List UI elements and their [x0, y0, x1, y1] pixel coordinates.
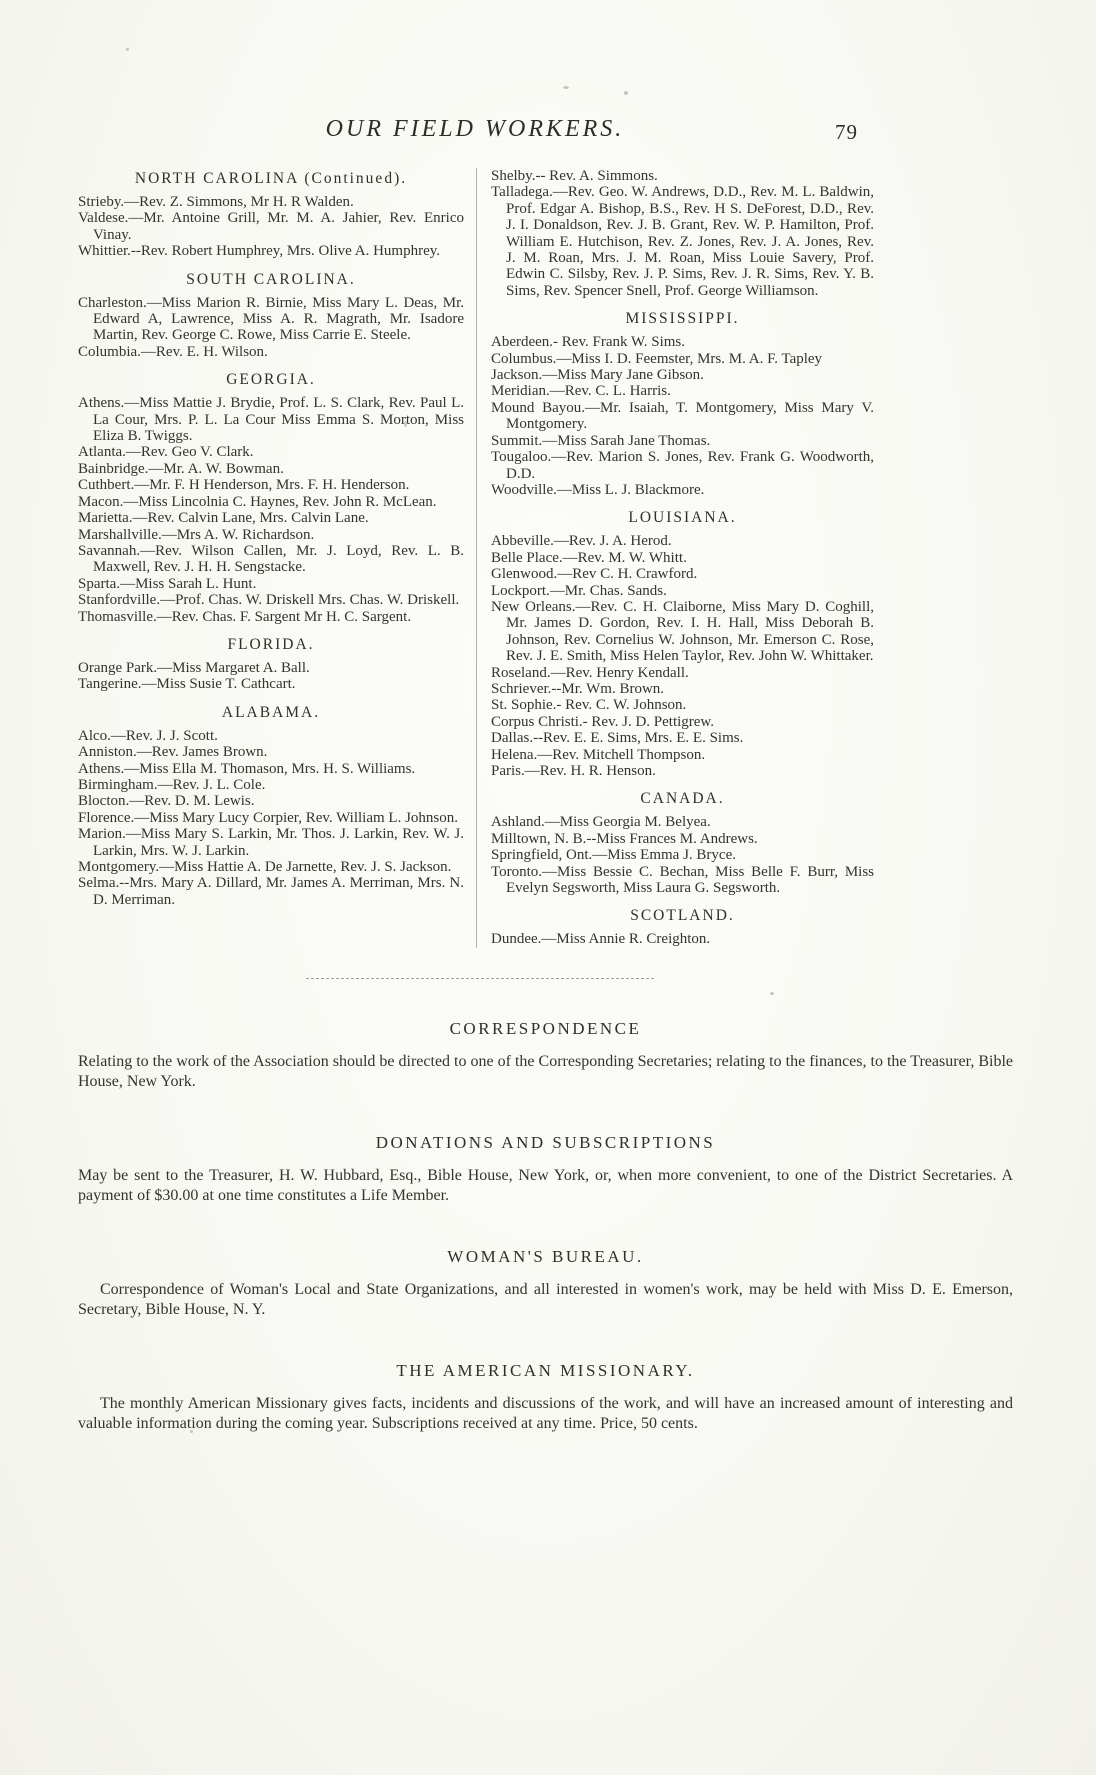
field-worker-entry: Bainbridge.—Mr. A. W. Bowman.	[78, 460, 284, 477]
dashed-section-divider	[306, 978, 654, 979]
state-heading: CANADA.	[640, 790, 725, 808]
field-worker-entry: Charleston.—Miss Marion R. Birnie, Miss Mary L. Deas, Mr. Edward A, Lawrence, Miss A. R. Magrath, Mr. Isadore Martin, Rev. George C. Rowe, Miss Carrie E. Steele.	[78, 294, 464, 344]
field-worker-entry: Shelby.-- Rev. A. Simmons.	[491, 168, 658, 184]
field-worker-entry: Anniston.—Rev. James Brown.	[78, 744, 268, 761]
field-worker-entry: Alco.—Rev. J. J. Scott.	[78, 727, 218, 744]
state-heading: SOUTH CAROLINA.	[186, 270, 356, 288]
field-worker-entry: Springfield, Ont.—Miss Emma J. Bryce.	[491, 847, 736, 864]
field-worker-entry: New Orleans.—Rev. C. H. Claiborne, Miss Mary D. Coghill, Mr. James D. Gordon, Rev. I. H. Hall, Miss Deborah B. Johnson, Rev. Cornelius W. Johnson, Mr. Emerson C. Rose, Rev. J. E. Smith, Miss Helen Taylor, Rev. John W. Whittaker.	[491, 598, 874, 665]
field-worker-entry: Orange Park.—Miss Margaret A. Ball.	[78, 659, 310, 676]
section-paragraph: The monthly American Missionary gives facts, incidents and discussions of the work, and will have an increased amount of interesting and valuable information during the coming year. Subscriptions received at any time. Price, 50 cents.	[78, 1394, 1013, 1433]
section-heading: WOMAN'S BUREAU.	[447, 1246, 644, 1266]
field-worker-entry: Talladega.—Rev. Geo. W. Andrews, D.D., Rev. M. L. Baldwin, Prof. Edgar A. Bishop, B.S., Rev. H S. DeForest, D.D., Rev. J. I. Donaldson, Rev. J. B. Grant, Rev. W. P. Hamilton, Prof. William E. Hutchison, Rev. Z. Jones, Rev. J. A. Jones, Rev. J. M. Roan, Mrs. J. M. Roan, Miss Louie Savery, Prof. Edwin C. Silsby, Rev. J. P. Sims, Rev. J. R. Sims, Rev. Y. B. Sims, Rev. Spencer Snell, Prof. George Williamson.	[491, 184, 874, 299]
field-workers-columns	[78, 168, 874, 948]
bottom-sections	[78, 1019, 1013, 1435]
field-worker-entry: Dallas.--Rev. E. E. Sims, Mrs. E. E. Sims.	[491, 730, 744, 747]
field-worker-entry: Florence.—Miss Mary Lucy Corpier, Rev. William L. Johnson.	[78, 809, 458, 826]
scan-artifact	[624, 91, 628, 95]
state-heading: NORTH CAROLINA (Continued).	[134, 170, 408, 187]
left-column	[78, 168, 476, 948]
field-worker-entry: Tougaloo.—Rev. Marion S. Jones, Rev. Frank G. Woodworth, D.D.	[491, 449, 874, 482]
field-worker-entry: Macon.—Miss Lincolnia C. Haynes, Rev. John R. McLean.	[78, 493, 437, 510]
state-heading: LOUISIANA.	[628, 509, 737, 527]
section-heading: CORRESPONDENCE	[449, 1018, 642, 1038]
scan-artifact	[563, 86, 569, 89]
section-heading: THE AMERICAN MISSIONARY.	[396, 1360, 695, 1380]
field-worker-entry: Summit.—Miss Sarah Jane Thomas.	[491, 432, 711, 449]
field-worker-entry: Lockport.—Mr. Chas. Sands.	[491, 582, 667, 599]
page-number: 79	[835, 120, 858, 144]
scan-artifact	[404, 421, 407, 427]
field-worker-entry: Montgomery.—Miss Hattie A. De Jarnette, Rev. J. S. Jackson.	[78, 859, 452, 875]
field-worker-entry: Milltown, N. B.--Miss Frances M. Andrews.	[491, 830, 758, 847]
section-paragraph: May be sent to the Treasurer, H. W. Hubbard, Esq., Bible House, New York, or, when more convenient, to one of the District Secretaries. A payment of $30.00 at one time constitutes a Life Member.	[78, 1166, 1013, 1205]
field-worker-entry: Corpus Christi.- Rev. J. D. Pettigrew.	[491, 713, 715, 730]
field-worker-entry: Sparta.—Miss Sarah L. Hunt.	[78, 575, 257, 592]
field-worker-entry: Whittier.--Rev. Robert Humphrey, Mrs. Olive A. Humphrey.	[78, 243, 441, 260]
state-heading: SCOTLAND.	[630, 907, 735, 925]
scan-artifact	[126, 48, 129, 51]
state-heading: GEORGIA.	[226, 371, 316, 389]
state-heading: ALABAMA.	[221, 703, 321, 721]
field-worker-entry: Marion.—Miss Mary S. Larkin, Mr. Thos. J. Larkin, Rev. W. J. Larkin, Mrs. W. J. Larkin.	[78, 826, 464, 859]
field-worker-entry: Woodville.—Miss L. J. Blackmore.	[491, 481, 705, 498]
field-worker-entry: St. Sophie.- Rev. C. W. Johnson.	[491, 697, 687, 714]
field-worker-entry: Glenwood.—Rev C. H. Crawford.	[491, 566, 698, 583]
section-paragraph: Correspondence of Woman's Local and State Organizations, and all interested in women's work, may be held with Miss D. E. Emerson, Secretary, Bible House, N. Y.	[78, 1280, 1013, 1319]
field-worker-entry: Tangerine.—Miss Susie T. Cathcart.	[78, 676, 296, 693]
field-worker-entry: Toronto.—Miss Bessie C. Bechan, Miss Belle F. Burr, Miss Evelyn Segsworth, Miss Laura G. Segsworth.	[491, 863, 874, 897]
field-worker-entry: Marshallville.—Mrs A. W. Richardson.	[78, 526, 315, 543]
field-worker-entry: Athens.—Miss Mattie J. Brydie, Prof. L. S. Clark, Rev. Paul L. La Cour, Mrs. P. L. La Cour Miss Emma S. Morton, Miss Eliza B. Twiggs.	[78, 395, 464, 445]
field-worker-entry: Stanfordville.—Prof. Chas. W. Driskell Mrs. Chas. W. Driskell.	[78, 592, 460, 609]
section-paragraph: Relating to the work of the Association should be directed to one of the Corresponding Secretaries; relating to the finances, to the Treasurer, Bible House, New York.	[78, 1052, 1013, 1091]
field-worker-entry: Aberdeen.- Rev. Frank W. Sims.	[491, 334, 686, 351]
field-worker-entry: Helena.—Rev. Mitchell Thompson.	[491, 746, 706, 763]
document-page	[78, 0, 1013, 1435]
field-worker-entry: Jackson.—Miss Mary Jane Gibson.	[491, 367, 704, 384]
field-worker-entry: Cuthbert.—Mr. F. H Henderson, Mrs. F. H. Henderson.	[78, 477, 410, 494]
field-worker-entry: Schriever.--Mr. Wm. Brown.	[491, 680, 665, 697]
scan-artifact	[770, 992, 774, 995]
scan-artifact	[190, 1430, 193, 1433]
right-column	[476, 168, 874, 948]
section-heading: DONATIONS AND SUBSCRIPTIONS	[375, 1132, 716, 1152]
field-worker-entry: Atlanta.—Rev. Geo V. Clark.	[78, 444, 254, 461]
field-worker-entry: Ashland.—Miss Georgia M. Belyea.	[491, 814, 711, 831]
field-worker-entry: Belle Place.—Rev. M. W. Whitt.	[491, 549, 687, 566]
field-worker-entry: Valdese.—Mr. Antoine Grill, Mr. M. A. Jahier, Rev. Enrico Vinay.	[78, 210, 464, 243]
field-worker-entry: Abbeville.—Rev. J. A. Herod.	[491, 533, 672, 550]
field-worker-entry: Paris.—Rev. H. R. Henson.	[491, 763, 656, 779]
field-worker-entry: Meridian.—Rev. C. L. Harris.	[491, 383, 671, 400]
field-worker-entry: Roseland.—Rev. Henry Kendall.	[491, 664, 689, 681]
field-worker-entry: Birmingham.—Rev. J. L. Cole.	[78, 776, 266, 793]
state-heading: FLORIDA.	[227, 635, 315, 653]
field-worker-entry: Marietta.—Rev. Calvin Lane, Mrs. Calvin Lane.	[78, 510, 369, 527]
field-worker-entry: Selma.--Mrs. Mary A. Dillard, Mr. James A. Merriman, Mrs. N. D. Merriman.	[78, 875, 464, 908]
field-worker-entry: Dundee.—Miss Annie R. Creighton.	[491, 931, 711, 948]
page-header	[78, 116, 872, 152]
field-worker-entry: Savannah.—Rev. Wilson Callen, Mr. J. Loyd, Rev. L. B. Maxwell, Rev. J. H. H. Sengstacke.	[78, 542, 464, 576]
running-title: OUR FIELD WORKERS.	[325, 116, 625, 142]
state-heading: MISSISSIPPI.	[625, 310, 740, 328]
field-worker-entry: Blocton.—Rev. D. M. Lewis.	[78, 793, 255, 810]
field-worker-entry: Columbia.—Rev. E. H. Wilson.	[78, 343, 268, 360]
field-worker-entry: Columbus.—Miss I. D. Feemster, Mrs. M. A. F. Tapley	[491, 350, 823, 367]
field-worker-entry: Mound Bayou.—Mr. Isaiah, T. Montgomery, Miss Mary V. Montgomery.	[491, 399, 874, 433]
field-worker-entry: Athens.—Miss Ella M. Thomason, Mrs. H. S. Williams.	[78, 760, 416, 777]
field-worker-entry: Strieby.—Rev. Z. Simmons, Mr H. R Walden.	[78, 194, 354, 210]
field-worker-entry: Thomasville.—Rev. Chas. F. Sargent Mr H. C. Sargent.	[78, 608, 412, 625]
